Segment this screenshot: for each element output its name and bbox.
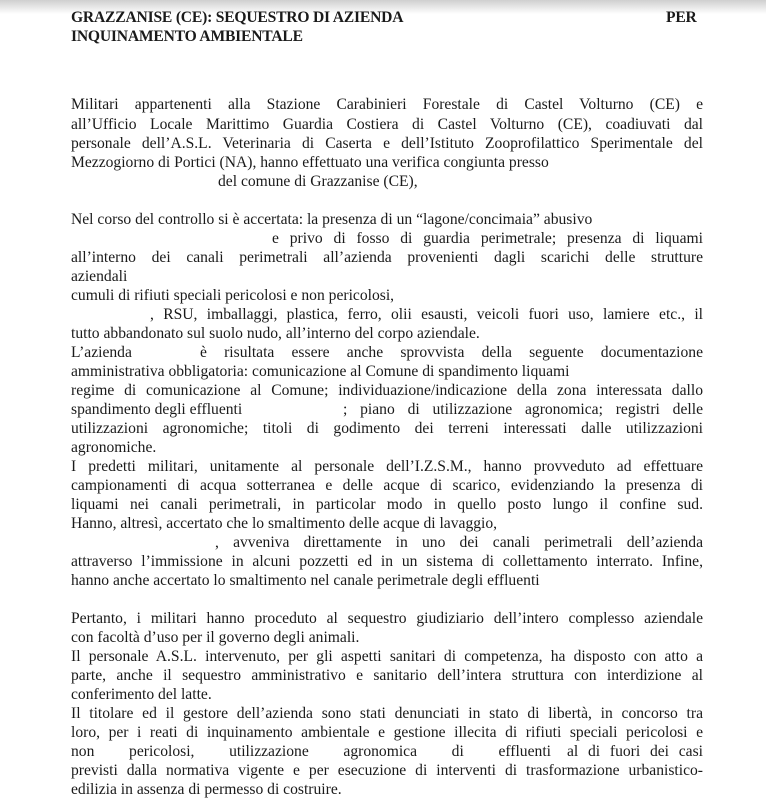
text-line: spandimento degli effluenti — [71, 401, 243, 418]
text-line: campionamenti di acqua sotterranea e delle acque di scarico, evidenziando la presenza di — [71, 477, 703, 494]
text-line: tutto abbandonato sul suolo nudo, all’interno del corpo aziendale. — [71, 325, 480, 342]
text-line: Hanno, altresì, accertato che lo smaltimento delle acque di lavaggio, — [71, 515, 498, 532]
text-line: parte, anche il sequestro amministrativo e sanitario dell’intera struttura con interdizione al — [71, 667, 703, 684]
text-line: e privo di fosso di guardia perimetrale; presenza di liquami — [272, 230, 703, 247]
text-line: conferimento del latte. — [71, 686, 212, 703]
text-line: loro, per i reati di inquinamento ambientale e gestione illecita di rifiuti speciali pericolosi e — [71, 724, 703, 741]
text-line: del comune di Grazzanise (CE), — [218, 173, 418, 190]
text-line: aziendali — [71, 268, 128, 285]
text-line: edilizia in assenza di permesso di costruire. — [71, 781, 342, 798]
text-line: Militari appartenenti alla Stazione Carabinieri Forestale di Castel Volturno (CE) e — [71, 96, 703, 113]
text-line: I predetti militari, unitamente al personale dell’I.Z.S.M., hanno provveduto ad effettuare — [71, 458, 703, 475]
text-line: amministrativa obbligatoria: comunicazione al Comune di spandimento liquami — [71, 363, 570, 380]
text-line: Il personale A.S.L. intervenuto, per gli aspetti sanitari di competenza, ha disposto con atto a — [71, 648, 703, 665]
text-line: utilizzazioni agronomiche; titoli di godimento dei terreni interessati dalle utilizzazioni — [71, 420, 703, 437]
text-line: Mezzogiorno di Portici (NA), hanno effettuato una verifica congiunta presso — [71, 154, 549, 171]
text-line: è risultata essere anche sprovvista della seguente documentazione — [200, 344, 703, 361]
text-line: liquami nei canali perimetrali, in particolar modo in quello posto lungo il confine sud. — [71, 496, 703, 513]
text-line: all’interno dei canali perimetrali all’azienda provenienti dagli scarichi delle strutture — [71, 249, 703, 266]
text-line: agronomiche. — [71, 439, 157, 456]
text-line: regime di comunicazione al Comune; individuazione/indicazione della zona interessata dallo — [71, 382, 703, 399]
title-line-2: INQUINAMENTO AMBIENTALE — [71, 28, 303, 45]
text-line: previsti dalla normativa vigente e per esecuzione di interventi di trasformazione urbanistico- — [71, 762, 703, 779]
text-line: al di fuori dei casi — [567, 743, 703, 760]
text-line: , RSU, imballaggi, plastica, ferro, olii esausti, veicoli fuori uso, lamiere etc., il — [150, 306, 703, 323]
text-line: L’azienda — [71, 344, 132, 361]
text-line: attraverso l’immissione in alcuni pozzetti ed in un sistema di collettamento interrato. Infine, — [71, 553, 703, 570]
text-line: all’Ufficio Locale Marittimo Guardia Costiera di Castel Volturno (CE), coadiuvati dal — [71, 116, 703, 133]
text-line: hanno anche accertato lo smaltimento nel canale perimetrale degli effluenti — [71, 572, 540, 589]
text-line: ; piano di utilizzazione agronomica; registri delle — [343, 401, 703, 418]
title-line-1-end: PER — [666, 9, 697, 26]
text-line: , avveniva direttamente in uno dei canali perimetrali dell’azienda — [215, 534, 703, 551]
title-line-1: GRAZZANISE (CE): SEQUESTRO DI AZIENDA — [71, 9, 404, 26]
text-line: cumuli di rifiuti speciali pericolosi e non pericolosi, — [71, 287, 395, 304]
text-line: Nel corso del controllo si è accertata: la presenza di un “lagone/concimaia” abusivo — [71, 211, 593, 228]
text-line: personale dell’A.S.L. Veterinaria di Caserta e dell’Istituto Zooprofilattico Sperimentale del — [71, 135, 703, 152]
text-line: Il titolare ed il gestore dell’azienda sono stati denunciati in stato di libertà, in concorso tra — [71, 705, 703, 722]
text-line: Pertanto, i militari hanno proceduto al sequestro giudiziario dell’intero complesso aziendale — [71, 610, 703, 627]
text-line: con facoltà d’uso per il governo degli animali. — [71, 629, 360, 646]
text-line: non pericolosi, utilizzazione agronomica di effluenti — [71, 743, 551, 760]
